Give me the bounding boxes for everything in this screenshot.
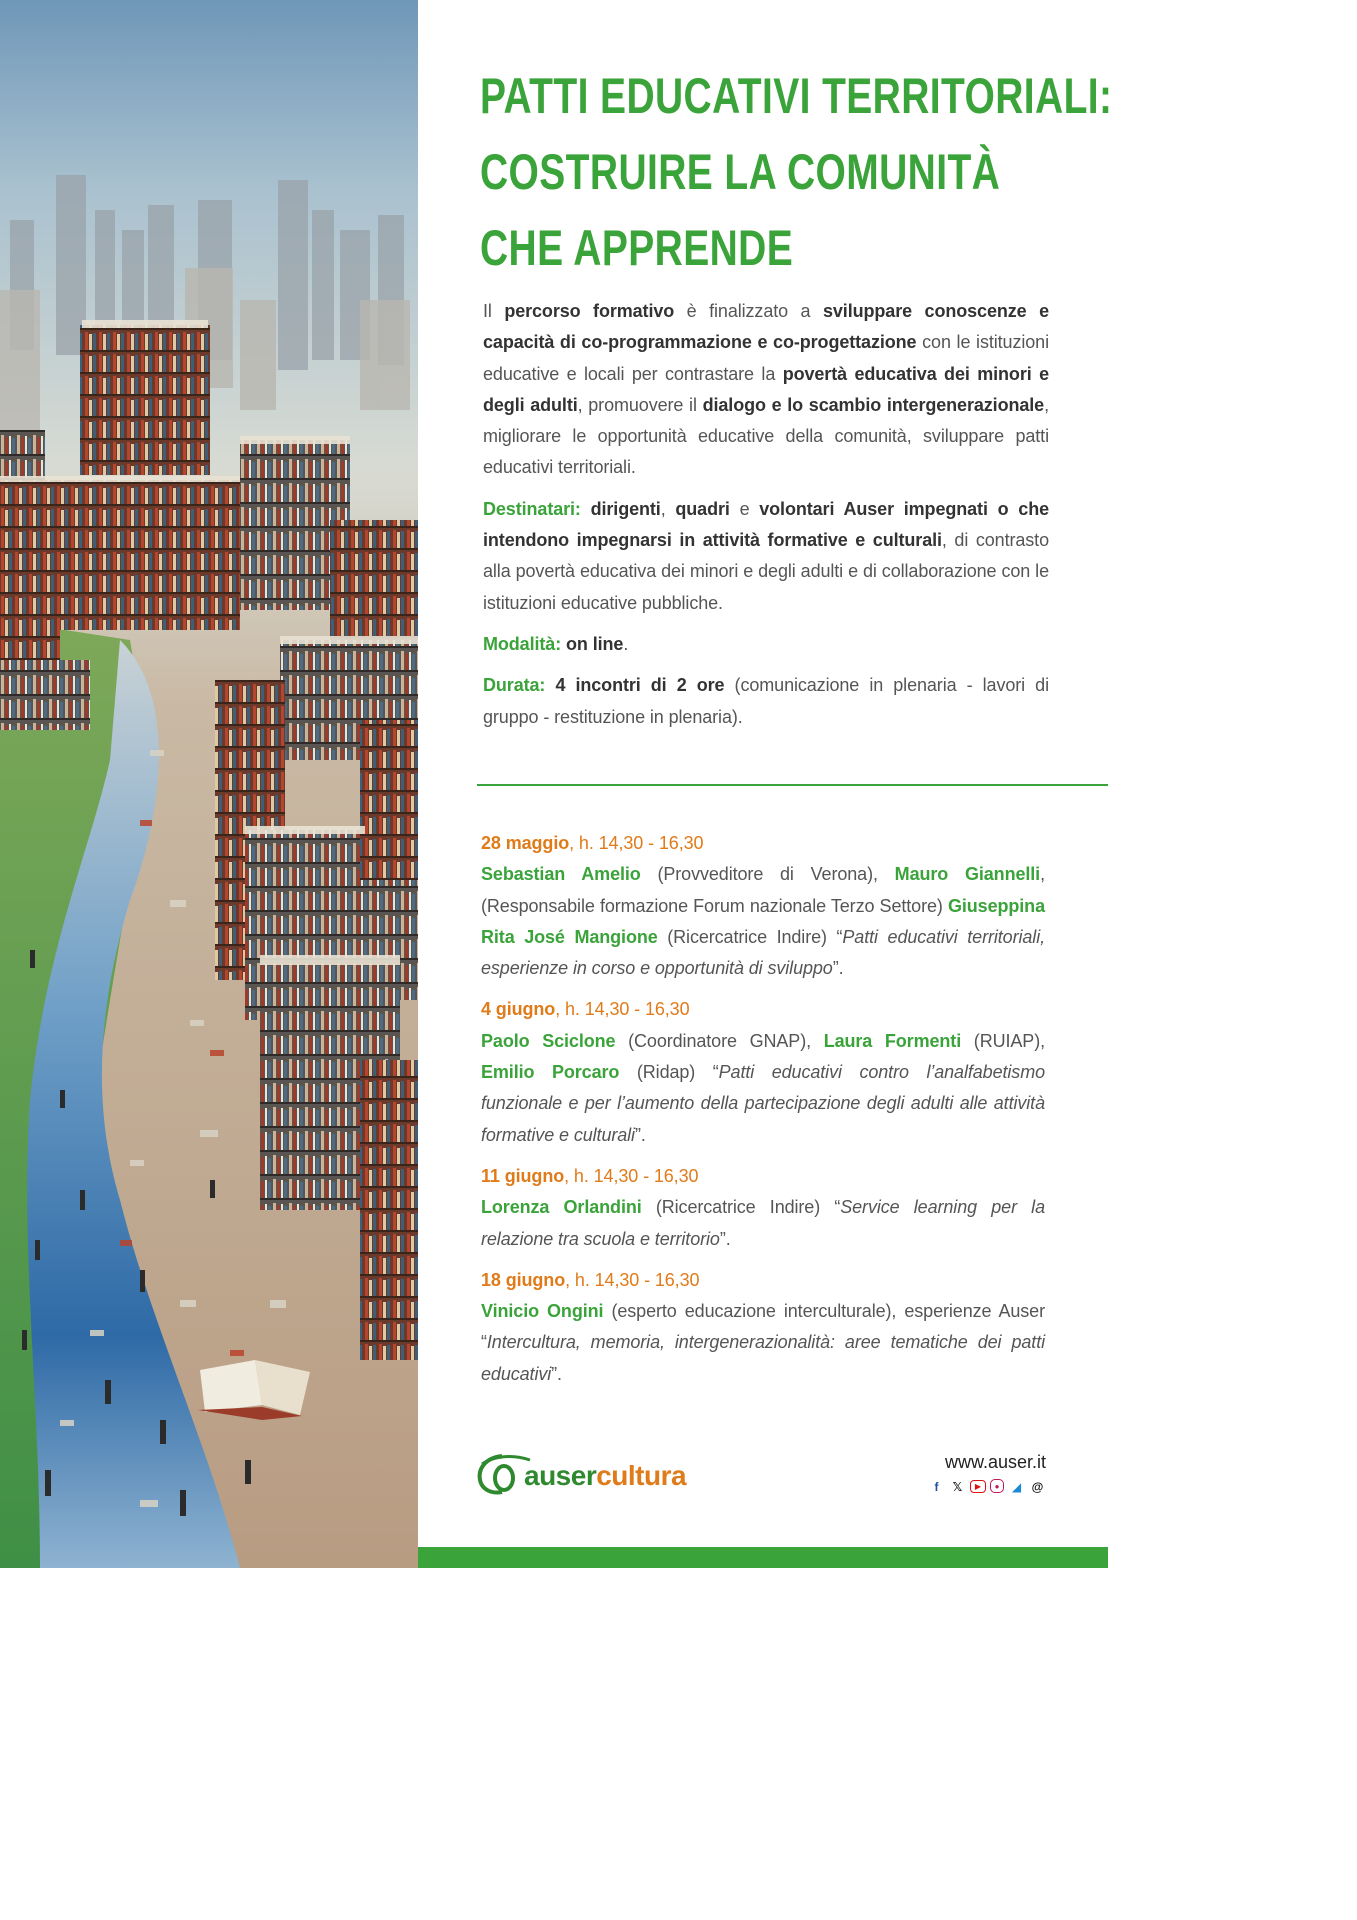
session-date xyxy=(481,994,1045,1025)
talk-title: Patti educativi territoriali, esperienze in corso e opportunità di sviluppo xyxy=(481,926,1045,979)
title-line: CHE APPRENDE xyxy=(480,220,794,276)
session-item xyxy=(481,994,1045,1150)
session-item xyxy=(481,828,1045,984)
durata-value: 4 incontri di 2 ore xyxy=(555,675,725,696)
text: , promuovere il xyxy=(577,394,703,415)
speaker-role: (RUIAP), xyxy=(961,1030,1046,1051)
time: , h. 14,30 - 16,30 xyxy=(565,1269,700,1290)
session-item xyxy=(481,1161,1045,1255)
text: , migliorare le opportunità educative della comunità, sviluppare patti educativi territoriali. xyxy=(483,394,1049,478)
speaker-name: Laura Formenti xyxy=(823,1030,962,1051)
social-icons xyxy=(928,1478,1046,1495)
speaker-role: (Provveditore di Verona), xyxy=(640,864,895,885)
course-description xyxy=(483,296,1049,743)
speaker-role: (esperto educazione interculturale), esperienze Auser “ xyxy=(481,1301,1045,1353)
telegram-icon[interactable]: ◢ xyxy=(1011,1479,1022,1494)
emphasis: quadri xyxy=(675,498,730,519)
footer-bar xyxy=(418,1547,1108,1568)
talk-title: Service learning per la relazione tra scuola e territorio xyxy=(481,1197,1045,1249)
text: Il xyxy=(483,301,505,321)
website-link[interactable]: www.auser.it xyxy=(944,1452,1046,1472)
text: è finalizzato a xyxy=(674,301,823,321)
text: ”. xyxy=(832,958,844,979)
date: 28 maggio xyxy=(481,833,570,853)
emphasis: dirigenti xyxy=(590,498,661,519)
youtube-icon[interactable]: ▶ xyxy=(970,1480,986,1493)
date: 4 giugno xyxy=(481,999,556,1020)
logo-part: auser xyxy=(524,1460,597,1491)
title-line: PATTI EDUCATIVI TERRITORIALI: xyxy=(480,68,1113,124)
session-item xyxy=(481,1265,1045,1390)
speaker-name: Paolo Sciclone xyxy=(481,1030,616,1051)
schedule xyxy=(481,828,1045,1400)
modalita-paragraph xyxy=(483,629,1049,660)
speaker-role: , (Responsabile formazione Forum nazionale Terzo Settore) xyxy=(481,864,1045,916)
speaker-role: (Ridap) “ xyxy=(619,1062,719,1083)
speaker-name: Giuseppina Rita José Mangione xyxy=(481,895,1045,947)
auser-cultura-logo[interactable] xyxy=(476,1448,716,1500)
facebook-icon[interactable]: f xyxy=(934,1479,939,1494)
text: e xyxy=(729,498,760,519)
emphasis: volontari Auser impegnati o che intendono impegnarsi in attività formative e culturali xyxy=(483,498,1049,551)
cover-illustration xyxy=(0,0,418,1568)
logo-wordmark xyxy=(524,1460,686,1492)
speaker-role: (Ricercatrice Indire) “ xyxy=(657,926,843,947)
time: , h. 14,30 - 16,30 xyxy=(569,833,704,853)
destinatari-paragraph xyxy=(483,494,1049,619)
text: (comunicazione in plenaria - lavori di gruppo - restituzione in plenaria). xyxy=(483,675,1049,727)
date: 18 giugno xyxy=(481,1269,566,1290)
speaker-name: Sebastian Amelio xyxy=(481,864,641,885)
text: ”. xyxy=(634,1124,646,1145)
speaker-role: (Ricercatrice Indire) “ xyxy=(641,1197,841,1218)
session-date xyxy=(481,828,1045,859)
text: , di contrasto alla povertà educativa dei minori e degli adulti e di collaborazione con le istituzioni educative pubbliche. xyxy=(483,530,1049,613)
text: con le istituzioni educative e locali per contrastare la xyxy=(483,332,1049,384)
instagram-icon[interactable]: ● xyxy=(990,1479,1004,1493)
speaker-name: Mauro Giannelli xyxy=(894,864,1041,885)
date: 11 giugno xyxy=(481,1165,565,1186)
x-icon[interactable]: 𝕏 xyxy=(952,1479,963,1494)
time: , h. 14,30 - 16,30 xyxy=(564,1165,699,1186)
durata-paragraph xyxy=(483,670,1049,733)
speaker-name: Emilio Porcaro xyxy=(481,1062,620,1083)
emphasis: dialogo e lo scambio intergenerazionale xyxy=(702,394,1045,415)
emphasis: povertà educativa dei minori e degli adulti xyxy=(483,363,1049,415)
section-divider xyxy=(477,784,1108,786)
speaker-role: (Coordinatore GNAP), xyxy=(615,1030,824,1051)
destinatari-label: Destinatari: xyxy=(483,498,581,519)
page-title xyxy=(480,58,1113,286)
speaker-name: Vinicio Ongini xyxy=(481,1301,604,1322)
text: . xyxy=(623,633,629,654)
time: , h. 14,30 - 16,30 xyxy=(555,999,690,1020)
modalita-value: on line xyxy=(566,633,624,654)
session-date xyxy=(481,1161,1045,1192)
intro-paragraph xyxy=(483,296,1049,484)
logo-part: cultura xyxy=(596,1460,687,1491)
modalita-label: Modalità: xyxy=(483,633,562,654)
emphasis: percorso formativo xyxy=(504,301,675,321)
threads-icon[interactable]: @ xyxy=(1031,1479,1044,1494)
talk-title: Intercultura, memoria, intergenerazionalità: aree tematiche dei patti educativi xyxy=(481,1332,1045,1384)
emphasis: sviluppare conoscenze e capacità di co-programmazione e co-progettazione xyxy=(483,301,1049,353)
speaker-name: Lorenza Orlandini xyxy=(481,1197,642,1218)
durata-label: Durata: xyxy=(483,675,546,696)
text: ”. xyxy=(551,1363,562,1384)
text: ”. xyxy=(719,1228,731,1249)
talk-title: Patti educativi contro l’analfabetismo funzionale e per l’aumento della partecipazione degli adulti alle attività formative e culturali xyxy=(481,1062,1046,1145)
text: , xyxy=(660,498,676,519)
title-line: COSTRUIRE LA COMUNITÀ xyxy=(480,144,1001,200)
session-date xyxy=(481,1265,1045,1296)
